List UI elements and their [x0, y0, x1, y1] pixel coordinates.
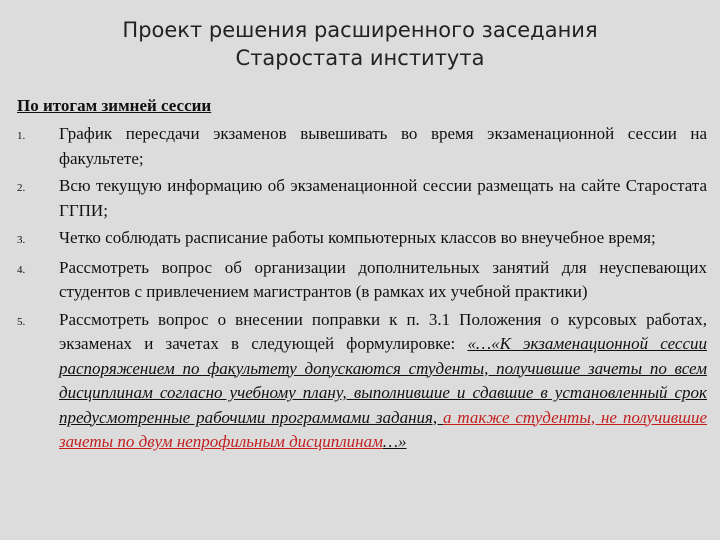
item-5-highlighted-text: а также студенты, не получившие зачеты по двум непрофильным дисциплинам [59, 407, 708, 451]
title-line-2: Старостата института [235, 46, 485, 70]
section-heading: По итогам зимней сессии [17, 96, 212, 115]
slide-content [17, 95, 707, 458]
list-item [17, 226, 707, 253]
slide-title [60, 16, 660, 72]
item-5-quoted-text: «…«К экзаменационной сессии распоряжением по факультету допускаются студенты, получившие зачеты по всем дисциплинам согласно учебному плану, выполнившие и сдавшие в установленный срок предусмотренные рабочими программами задания, [59, 334, 707, 427]
list-text: График пересдачи экзаменов вывешивать во время экзаменационной сессии на факультете; [59, 124, 707, 168]
list-text [59, 308, 707, 455]
list-item [17, 308, 707, 455]
item-5-quote-end: …» [382, 432, 407, 451]
list-text: Четко соблюдать расписание работы компьютерных классов во внеучебное время; [59, 228, 656, 247]
title-line-1: Проект решения расширенного заседания [122, 18, 598, 42]
list-text: Всю текущую информацию об экзаменационной сессии размещать на сайте Старостата ГГПИ; [59, 176, 707, 220]
list-number: 3. [17, 234, 26, 246]
list-item [17, 174, 707, 223]
list-item [17, 256, 707, 305]
list-number: 2. [17, 182, 26, 194]
list-number: 1. [17, 130, 26, 142]
list-number: 5. [17, 315, 26, 328]
list-number: 4. [17, 263, 26, 276]
list-item [17, 122, 707, 171]
item-5-plain-text: Рассмотреть вопрос о внесении поправки к п. 3.1 Положения о курсовых работах, экзаменах и зачетах в следующей формулировке: [59, 309, 707, 353]
list-text: Рассмотреть вопрос об организации дополнительных занятий для неуспевающих студентов с привлечением магистрантов (в рамках их учебной практики) [59, 257, 707, 301]
